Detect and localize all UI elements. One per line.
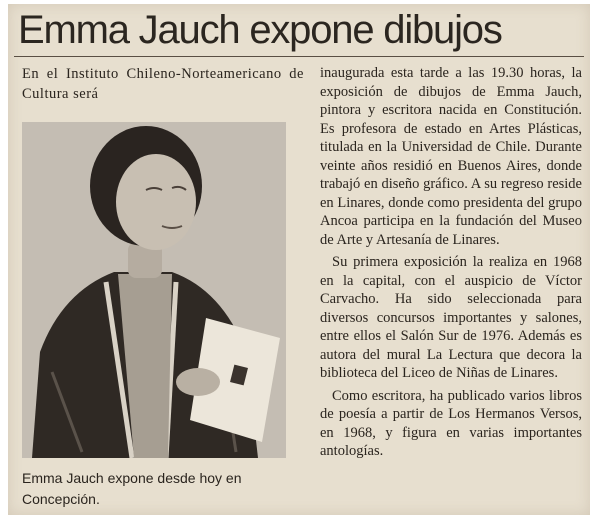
left-column [22,64,304,507]
intro-text: En el Instituto Chileno-Norteamericano de Cultura será [22,66,304,102]
body-paragraph-3: Como escritora, ha publicado varios libros de poesía a partir de Los Hermanos Versos, en 1968, y figura en varias importantes antologías. [320,387,582,459]
headline-rule [14,56,584,57]
newspaper-clipping [8,4,590,515]
portrait-illustration [22,122,286,458]
body-paragraph-2: Su primera exposición la realiza en 1968 en la capital, con el auspicio de Víctor Carvacho. Ha sido seleccionada para diversos concursos importantes y salones, entre ellos el Salón Sur de 1976. Además es autora del mural La Lectura que decora la biblioteca del Liceo de Niñas de Linares. [320,254,582,381]
photo-caption: Emma Jauch expone desde hoy en Concepción. [22,470,242,507]
portrait-photo [22,122,286,458]
body-paragraph-1: inaugurada esta tarde a las 19.30 horas, la exposición de dibujos de Emma Jauch, pintora y escritora nacida en Constitución. Es profesora de estado en Artes Plásticas, titulada en la Universidad de Chile. Durante veinte años residió en Buenos Aires, donde trabajó en diseño gráfico. A su regreso reside en Linares, donde como presidenta del grupo Ancoa participa en la fundación del Museo de Arte y Artesanía de Linares. [320,65,582,248]
article-body [320,64,582,465]
article-headline: Emma Jauch expone dibujos [18,8,502,52]
